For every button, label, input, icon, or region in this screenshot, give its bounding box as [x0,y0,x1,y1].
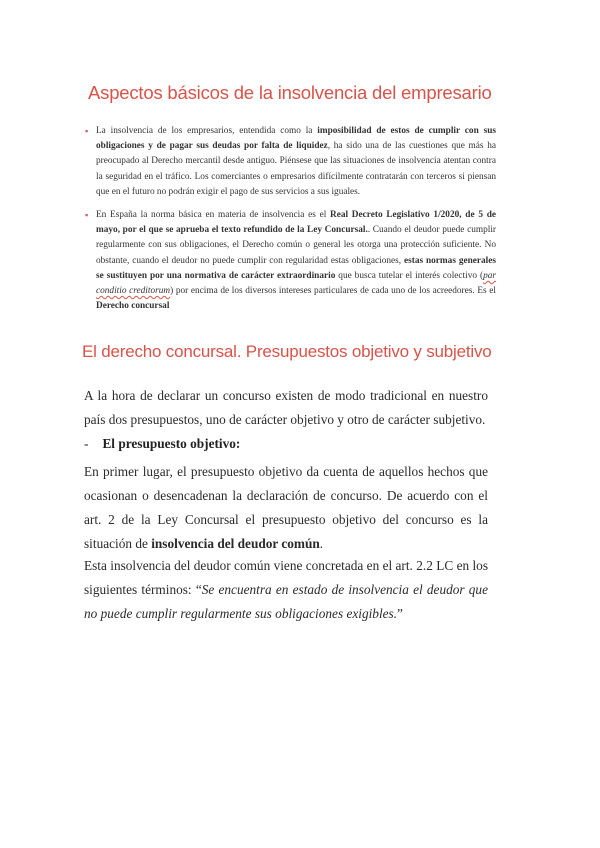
bold-run: insolvencia del deudor común [151,536,320,551]
text-run: . Cuando el deudor puede cumplir regularmente con sus obligaciones, el Derecho común o general les otorga una protección suficiente. No obstante, cuando el deudor no puede cumplir con regularidad estas obligaciones, [96,225,496,266]
list-item-presupuesto-objetivo [84,436,240,452]
paragraph-presupuesto-objetivo [84,460,488,556]
section-heading-insolvencia: Aspectos básicos de la insolvencia del empresario [88,82,492,103]
bold-run: estas normas generales se sustituyen por una normativa de carácter extraordinario [96,255,496,281]
italic-quote: Se encuentra en estado de insolvencia el deudor que no puede cumplir regularmente sus obligaciones exigibles. [84,582,488,621]
bullet-icon: ▪ [85,126,89,136]
bullet-list [84,124,496,322]
bullet-item-insolvencia [84,124,496,200]
text-run: En España la norma básica en materia de insolvencia es el [96,210,331,221]
paragraph-presupuestos: A la hora de declarar un concurso existen de modo tradicional en nuestro país dos presupuestos, uno de carácter objetivo y otro de carácter subjetivo. [84,388,488,427]
bold-run: Derecho concursal [96,301,170,312]
text-run: La insolvencia de los empresarios, entendida como la [96,126,318,136]
text-run: ” [397,606,403,621]
text-run: , ha sido una de las cuestiones que más ha preocupado al Derecho mercantil desde antiguo. Piénsese que las situaciones de insolvencia atentan contra la seguridad en el tráfico. Los comerciantes o empresarios difícilmente contratarán con terceros si piensan que en el futuro no podrán exigir el pago de sus servicios a sus iguales. [96,141,496,197]
section-heading-derecho-concursal: El derecho concursal. Presupuestos objetivo y subjetivo [82,342,492,361]
bullet-icon: ▪ [85,210,89,221]
text-run: En primer lugar, el presupuesto objetivo da cuenta de aquellos hechos que ocasionan o desencadenan la declaración de concurso. De acuerdo con el art. 2 de la Ley Concursal el presupuesto objetivo del concurso es la situación de [84,464,488,551]
dash-marker: - [84,436,89,451]
paragraph-insolvencia-definicion [84,554,488,626]
item-label: El presupuesto objetivo: [102,436,241,451]
text-run: Esta insolvencia del deudor común viene concretada en el art. 2.2 LC en los siguientes términos: “ [84,558,488,597]
bold-run: Real Decreto Legislativo 1/2020, de 5 de mayo, por el que se aprueba el texto refundido de la Ley Concursal. [96,210,496,236]
text-run: . [319,536,324,551]
text-run: ) por encima de los diversos intereses particulares de cada uno de los acreedores. Es el [170,286,497,297]
text-run: que busca tutelar el interés colectivo ( [335,270,484,281]
bullet-item-norma [84,208,496,314]
bold-run: imposibilidad de estos de cumplir con sus obligaciones y de pagar sus deudas por falta de liquidez [96,126,496,152]
latin-term: par conditio creditorum [96,270,496,297]
